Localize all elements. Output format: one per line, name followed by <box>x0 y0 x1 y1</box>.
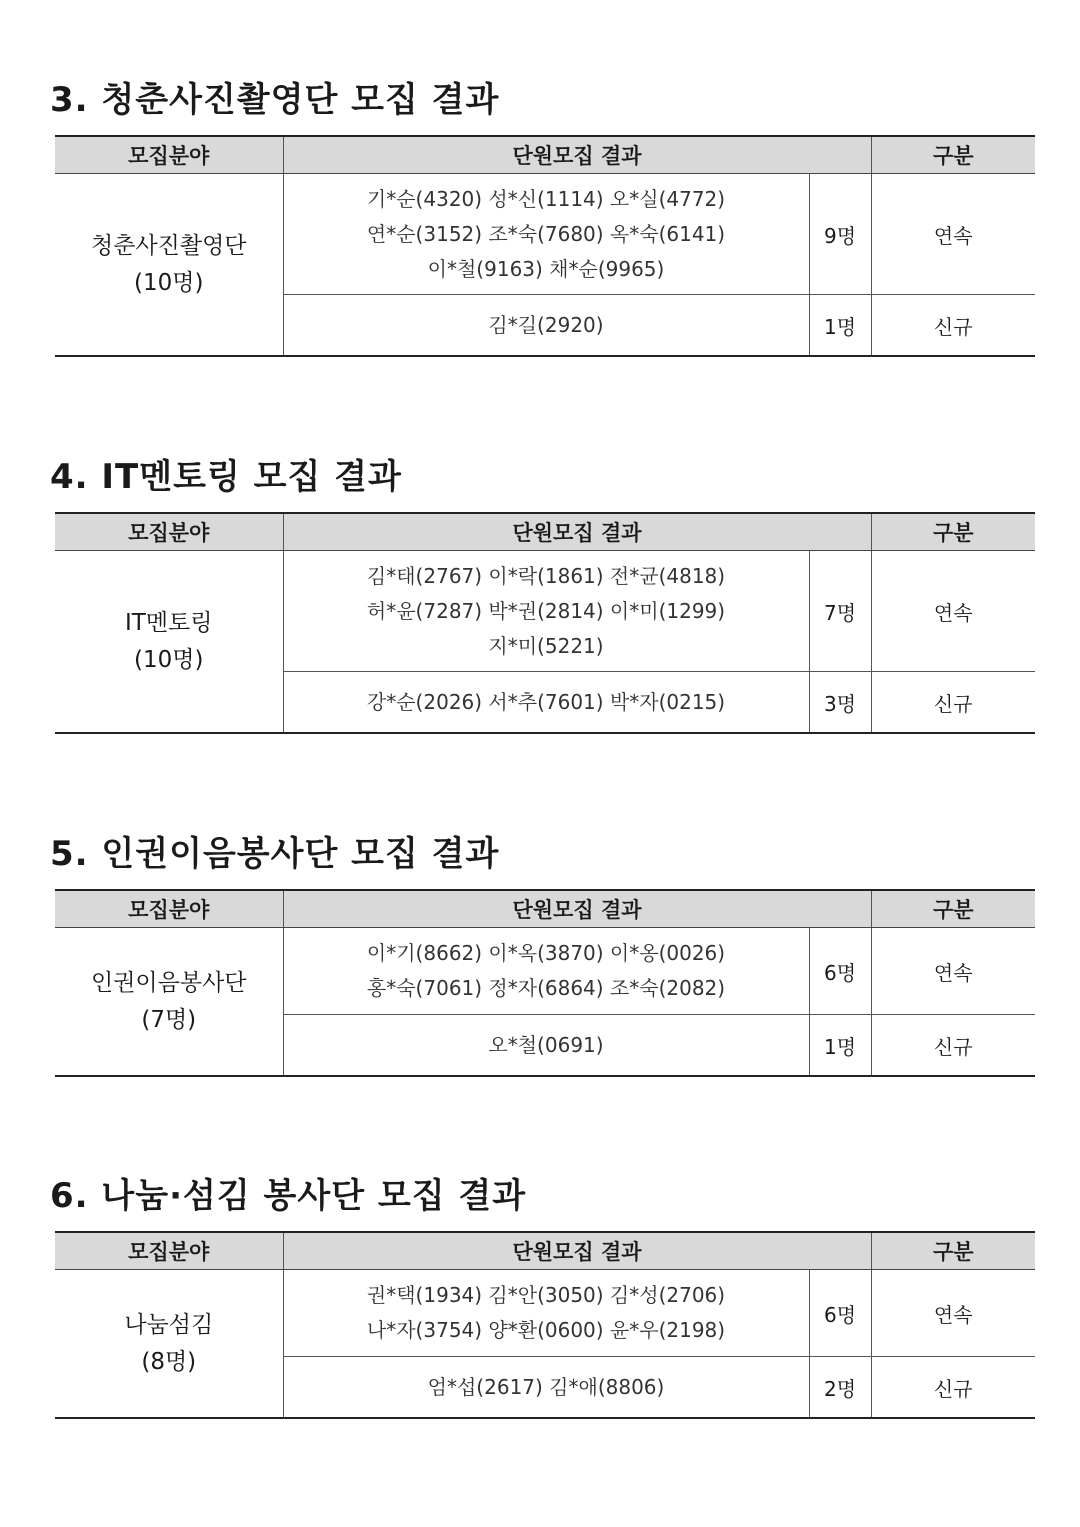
member-line: 권*택(1934) 김*안(3050) 김*성(2706) <box>366 1283 726 1307</box>
section-title: 6. 나눔·섬김 봉사단 모집 결과 <box>50 1176 527 1216</box>
header-type: 구분 <box>871 513 1035 551</box>
header-field: 모집분야 <box>55 513 283 551</box>
member-list <box>283 174 809 295</box>
table-row-continuing <box>55 1270 1035 1357</box>
field-total: (10명) <box>134 646 204 673</box>
member-list <box>283 1357 809 1419</box>
member-type: 연속 <box>871 551 1035 672</box>
member-type: 연속 <box>871 928 1035 1015</box>
table-row-continuing <box>55 551 1035 672</box>
member-list <box>283 672 809 734</box>
result-table <box>55 1231 1035 1419</box>
header-result: 단원모집 결과 <box>283 890 871 928</box>
member-line: 허*윤(7287) 박*권(2814) 이*미(1299) <box>366 598 726 623</box>
member-count: 1명 <box>809 1015 871 1077</box>
member-type: 신규 <box>871 1015 1035 1077</box>
member-line: 김*길(2920) <box>488 312 604 337</box>
field-cell <box>55 174 283 357</box>
header-type: 구분 <box>871 136 1035 174</box>
field-cell <box>55 551 283 734</box>
field-name: 청춘사진촬영단 <box>90 232 247 259</box>
member-list <box>283 928 809 1015</box>
field-name: 인권이음봉사단 <box>90 969 247 996</box>
member-line: 강*순(2026) 서*추(7601) 박*자(0215) <box>366 689 726 714</box>
table-row-continuing <box>55 928 1035 1015</box>
field-total: (8명) <box>141 1348 197 1375</box>
member-line: 지*미(5221) <box>488 633 604 658</box>
member-count: 2명 <box>809 1357 871 1419</box>
member-count: 6명 <box>809 928 871 1015</box>
section-title: 3. 청춘사진촬영단 모집 결과 <box>50 80 500 120</box>
member-type: 신규 <box>871 295 1035 357</box>
result-table <box>55 512 1035 734</box>
table-header-row <box>55 136 1035 174</box>
member-type: 연속 <box>871 174 1035 295</box>
field-name: IT멘토링 <box>125 609 213 636</box>
result-table <box>55 889 1035 1077</box>
member-type: 신규 <box>871 672 1035 734</box>
member-line: 연*순(3152) 조*숙(7680) 옥*숙(6141) <box>366 221 726 246</box>
member-count: 3명 <box>809 672 871 734</box>
member-line: 김*태(2767) 이*락(1861) 전*균(4818) <box>366 563 726 588</box>
header-field: 모집분야 <box>55 1232 283 1270</box>
field-cell <box>55 1270 283 1419</box>
field-cell <box>55 928 283 1077</box>
header-field: 모집분야 <box>55 136 283 174</box>
header-result: 단원모집 결과 <box>283 1232 871 1270</box>
field-name: 나눔섬김 <box>124 1311 214 1338</box>
member-list <box>283 1270 809 1357</box>
member-line: 나*자(3754) 양*환(0600) 윤*우(2198) <box>366 1318 726 1342</box>
header-type: 구분 <box>871 1232 1035 1270</box>
member-list <box>283 1015 809 1077</box>
table-header-row <box>55 513 1035 551</box>
field-total: (7명) <box>141 1006 197 1033</box>
section-title: 4. IT멘토링 모집 결과 <box>50 457 402 497</box>
member-list <box>283 551 809 672</box>
member-line: 오*철(0691) <box>488 1032 604 1057</box>
table-row-continuing <box>55 174 1035 295</box>
member-line: 홍*숙(7061) 정*자(6864) 조*숙(2082) <box>366 976 726 1000</box>
header-type: 구분 <box>871 890 1035 928</box>
member-list <box>283 295 809 357</box>
member-count: 6명 <box>809 1270 871 1357</box>
member-line: 엄*섭(2617) 김*애(8806) <box>427 1374 665 1399</box>
member-count: 9명 <box>809 174 871 295</box>
section-title: 5. 인권이음봉사단 모집 결과 <box>50 834 500 874</box>
member-line: 이*철(9163) 채*순(9965) <box>427 256 665 281</box>
field-total: (10명) <box>134 269 204 296</box>
member-count: 7명 <box>809 551 871 672</box>
header-field: 모집분야 <box>55 890 283 928</box>
header-result: 단원모집 결과 <box>283 513 871 551</box>
table-header-row <box>55 1232 1035 1270</box>
header-result: 단원모집 결과 <box>283 136 871 174</box>
member-line: 기*순(4320) 성*신(1114) 오*실(4772) <box>366 186 726 211</box>
member-count: 1명 <box>809 295 871 357</box>
member-type: 신규 <box>871 1357 1035 1419</box>
result-table <box>55 135 1035 357</box>
member-type: 연속 <box>871 1270 1035 1357</box>
table-header-row <box>55 890 1035 928</box>
member-line: 이*기(8662) 이*옥(3870) 이*옹(0026) <box>366 941 726 965</box>
